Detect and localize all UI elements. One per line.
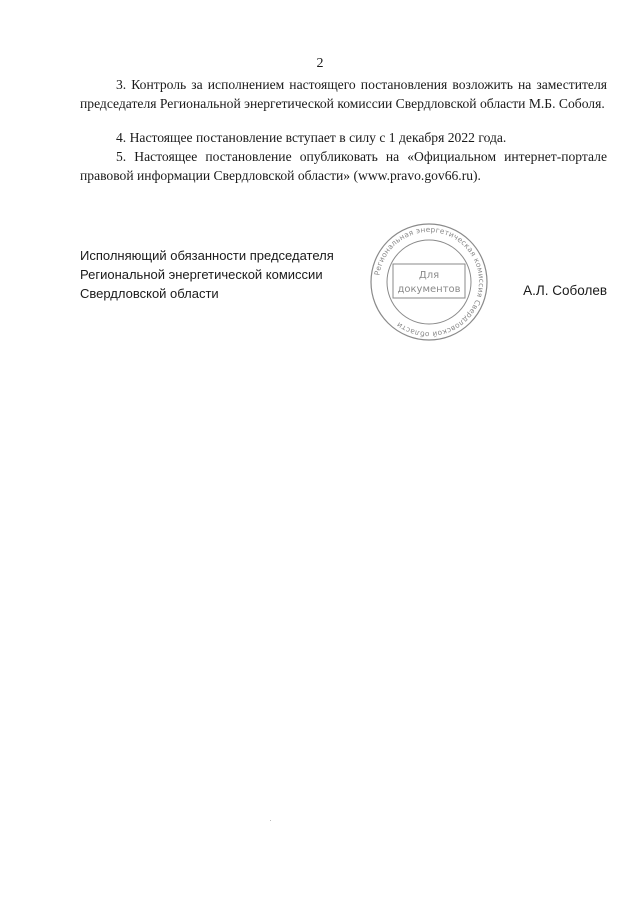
page-number: 2: [316, 56, 324, 71]
signer-position-line-1: Исполняющий обязанности председателя: [80, 248, 334, 263]
paragraph-3-text: 3. Контроль за исполнением настоящего постановления возложить на заместителя председателя Региональной энергетической комиссии Свердловской области М.Б. Соболя.: [80, 77, 607, 111]
paragraph-4-text: 4. Настоящее постановление вступает в силу с 1 декабря 2022 года.: [116, 130, 507, 145]
signer-position: [80, 246, 334, 303]
signer-position-line-3: Свердловской области: [80, 286, 219, 301]
stamp-center-line-2: документов: [397, 284, 461, 295]
paragraph-5: [80, 147, 607, 185]
paragraph-3: [80, 75, 607, 113]
paragraph-4: [80, 128, 607, 147]
stamp-outer-ring: [371, 224, 487, 340]
paragraph-5-text: 5. Настоящее постановление опубликовать на «Официальном интернет-портале правовой информации Свердловской области» (www.pravo.gov66.ru).: [80, 149, 607, 183]
stamp-inner-ring: [387, 240, 471, 324]
scan-speck: [270, 820, 271, 821]
official-stamp: [368, 221, 490, 343]
signer-position-line-2: Региональной энергетической комиссии: [80, 267, 323, 282]
stamp-ring-text: Региональная энергетическая комиссия Свердловской области: [372, 224, 487, 340]
signer-name: А.Л. Соболев: [523, 283, 607, 298]
stamp-center-line-1: Для: [418, 270, 440, 281]
svg-text:Региональная энергетическая ко: [372, 225, 486, 339]
